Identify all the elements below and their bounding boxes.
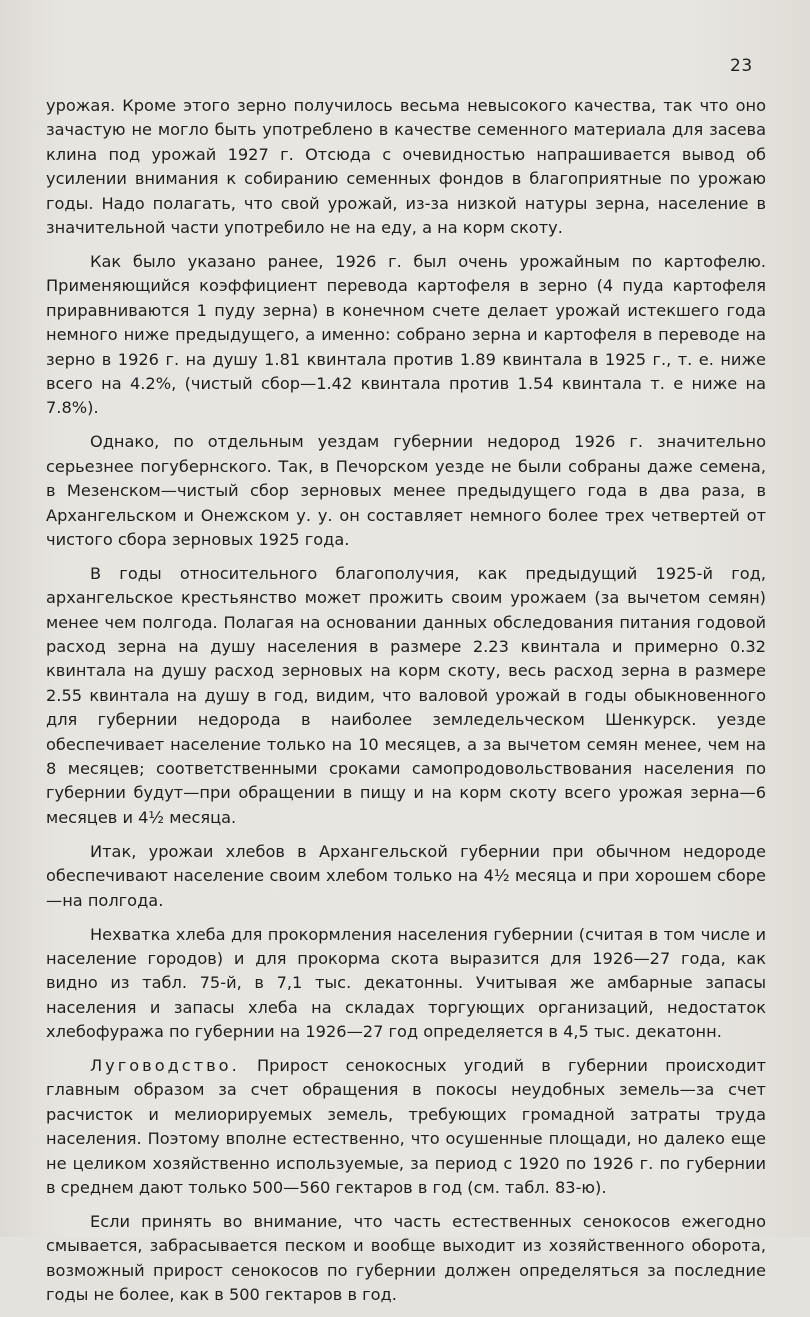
section-heading: Луговодство. <box>90 1056 240 1076</box>
page-number: 23 <box>730 56 753 76</box>
paragraph-6: Нехватка хлеба для прокормления населения губернии (считая в том числе и население городов) и для прокорма скота выразится для 1926—27 года, как видно из табл. 75-й, в 7,1 тыс. декатонны. Учитывая же амбарные запасы населения и запасы хлеба на складах торгующих организаций, недостаток хлебофуража по губернии на 1926—27 год определяется в 4,5 тыс. декатонн. <box>46 924 766 1042</box>
page-text <box>46 94 766 1317</box>
paragraph-1: урожая. Кроме этого зерно получилось весьма невысокого качества, так что оно зачастую не могло быть употреблено в качестве семенного материала для засева клина под урожай 1927 г. Отсюда с очевидностью напрашивается вывод об усилении внимания к собиранию семенных фондов в благоприятные по урожаю годы. Надо полагать, что свой урожай, из-за низкой натуры зерна, население в значительной части употребило не на еду, а на корм скоту. <box>46 96 766 238</box>
paragraph-3: Однако, по отдельным уездам губернии недород 1926 г. значительно серьезнее погубернского. Так, в Печорском уезде не были собраны даже семена, в Мезенском—чистый сбор зерновых менее предыдущего года в два раза, в Архангельском и Онежском у. у. он составляет немного более трех четвертей от чистого сбора зерновых 1925 года. <box>46 432 766 549</box>
paragraph-7 <box>46 1054 766 1200</box>
paragraph-8: Если принять во внимание, что часть естественных сенокосов ежегодно смывается, забрасывается песком и вообще выходит из хозяйственного оборота, возможный прирост сенокосов по губернии должен определяться за последние годы не более, как в 500 гектаров в год. <box>46 1211 766 1305</box>
section-paragraph-text: Прирост сенокосных угодий в губернии происходит главным образом за счет обращения в покосы неудобных земель—за счет расчисток и мелиорируемых земель, требующих громадной затраты труда населения. Поэтому вполне естественно, что осушенные площади, но далеко еще не целиком хозяйственно используемые, за период с 1920 по 1926 г. по губернии в среднем дают только 500—560 гектаров в год (см. табл. 83-ю). <box>46 1056 766 1198</box>
paragraph-4: В годы относительного благополучия, как предыдущий 1925-й год, архангельское крестьянство может прожить своим урожаем (за вычетом семян) менее чем полгода. Полагая на основании данных обследования питания годовой расход зерна на душу населения в размере 2.23 квинтала и примерно 0.32 квинтала на душу расход зерновых на корм скоту, весь расход зерна в размере 2.55 квинтала на душу в год, видим, что валовой урожай в годы обыкновенного для губернии недорода в наиболее земледельческом Шенкурск. уезде обеспечивает население только на 10 месяцев, а за вычетом семян менее, чем на 8 месяцев; соответственными сроками самопродовольствования населения по губернии будут—при обращении в пищу и на корм скоту всего урожая зерна—6 месяцев и 4½ месяца. <box>46 563 766 827</box>
paragraph-2: Как было указано ранее, 1926 г. был очень урожайным по картофелю. Применяющийся коэффициент перевода картофеля в зерно (4 пуда картофеля приравниваются 1 пуду зерна) в конечном счете делает урожай истекшего года немного ниже предыдущего, а именно: собрано зерна и картофеля в переводе на зерно в 1926 г. на душу 1.81 квинтала против 1.89 квинтала в 1925 г., т. е. ниже всего на 4.2%, (чистый сбор—1.42 квинтала против 1.54 квинтала т. е ниже на 7.8%). <box>46 251 766 418</box>
paragraph-5: Итак, урожаи хлебов в Архангельской губернии при обычном недороде обеспечивают население своим хлебом только на 4½ месяца и при хорошем сборе—на полгода. <box>46 841 766 910</box>
